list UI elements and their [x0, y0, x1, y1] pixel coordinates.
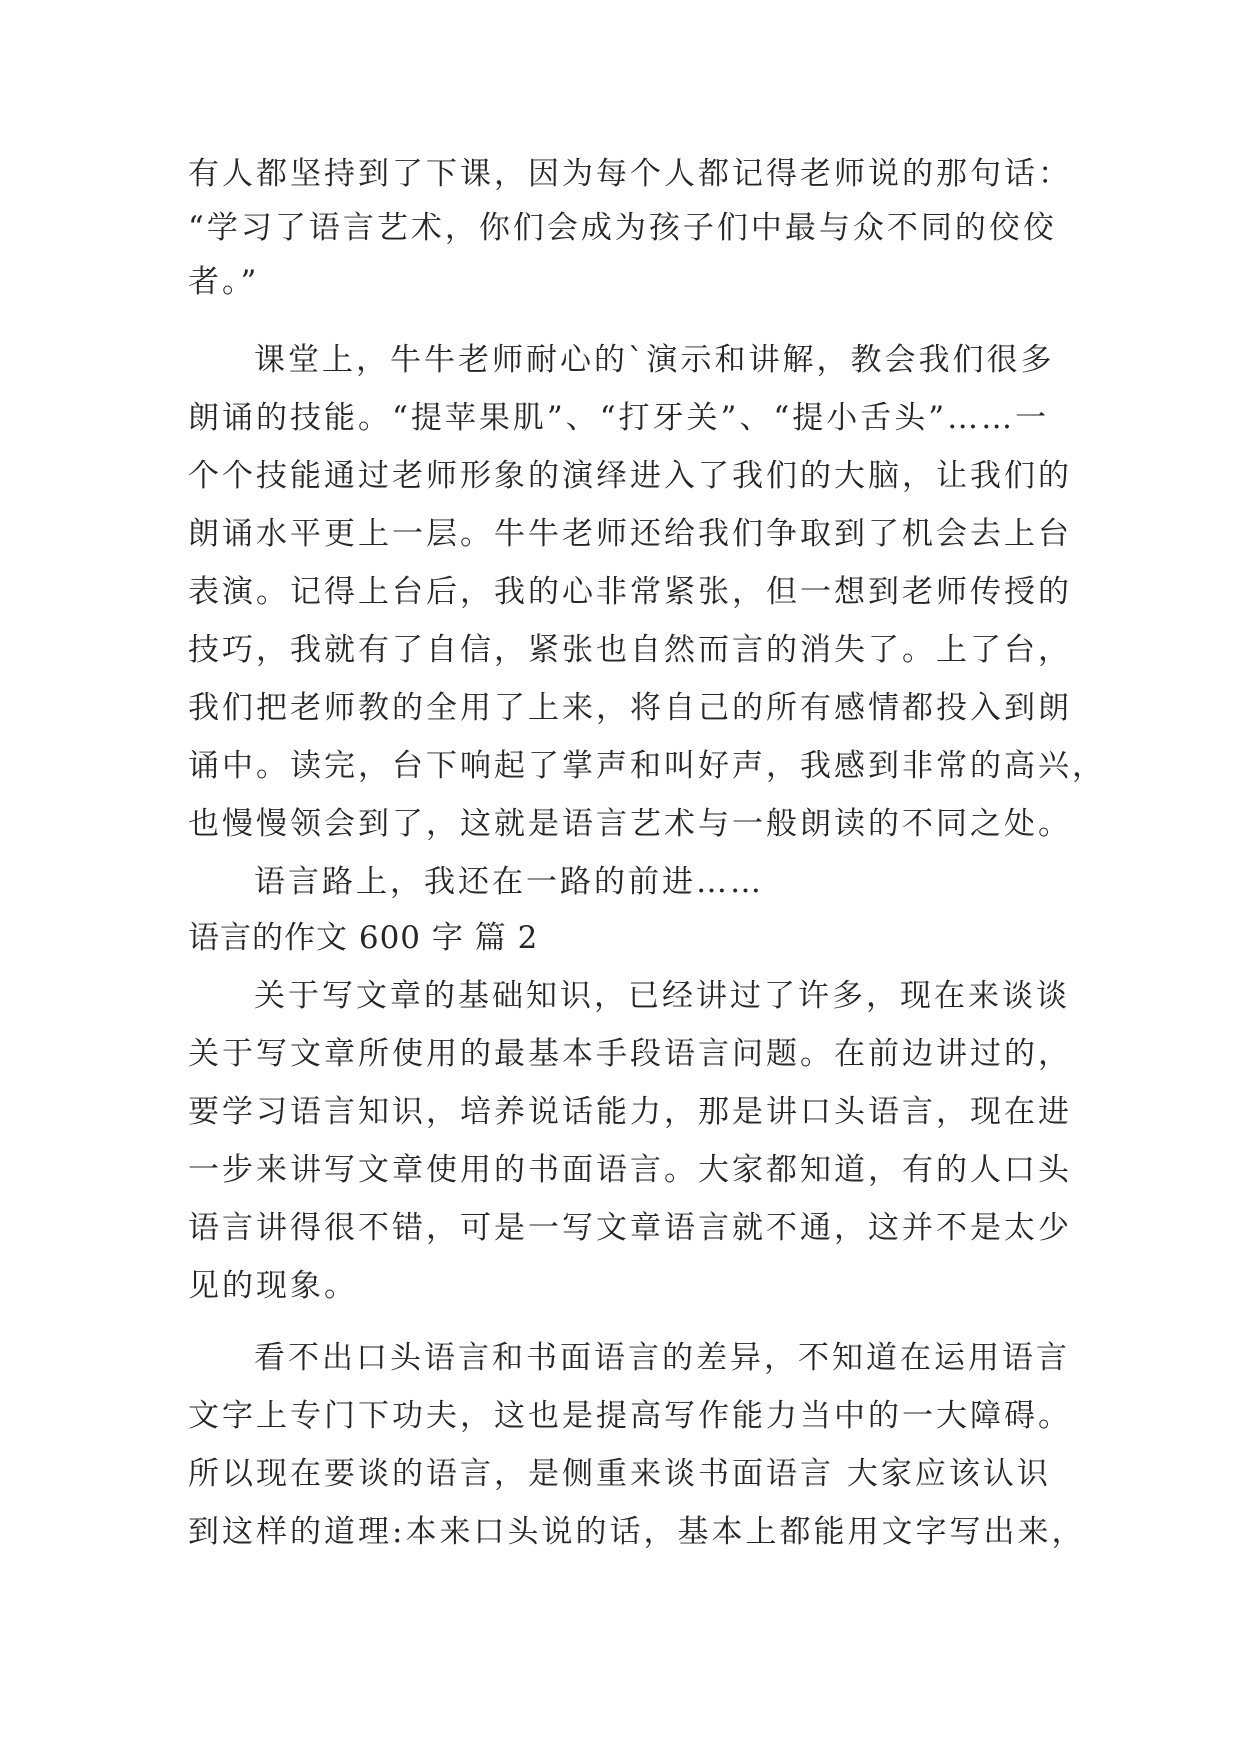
text-line: “学习了语言艺术，你们会成为孩子们中最与众不同的佼佼: [188, 210, 1057, 246]
paragraph-first-line: 看不出口头语言和书面语言的差异，不知道在运用语言: [254, 1340, 1070, 1376]
text-line: 要学习语言知识，培养说话能力，那是讲口头语言，现在进: [188, 1094, 1072, 1130]
text-line: 见的现象。: [188, 1268, 358, 1304]
text-line: 文字上专门下功夫，这也是提高写作能力当中的一大障碍。: [188, 1398, 1072, 1434]
section-heading: 语言的作文 600 字 篇 2: [188, 920, 539, 956]
paragraph-first-line: 关于写文章的基础知识，已经讲过了许多，现在来谈谈: [254, 978, 1070, 1014]
text-line: 到这样的道理:本来口头说的话，基本上都能用文字写出来，: [188, 1514, 1086, 1550]
text-line: 表演。记得上台后，我的心非常紧张，但一想到老师传授的: [188, 574, 1072, 610]
text-line: 关于写文章所使用的最基本手段语言问题。在前边讲过的，: [188, 1036, 1072, 1072]
paragraph-first-line: 课堂上，牛牛老师耐心的`演示和讲解，教会我们很多: [254, 342, 1055, 378]
text-line: 我们把老师教的全用了上来，将自己的所有感情都投入到朗: [188, 690, 1072, 726]
text-line: 技巧，我就有了自信，紧张也自然而言的消失了。上了台，: [188, 632, 1072, 668]
paragraph-first-line: 语言路上，我还在一路的前进……: [254, 864, 764, 900]
text-line: 诵中。读完，台下响起了掌声和叫好声，我感到非常的高兴，: [188, 748, 1106, 784]
text-line: 有人都坚持到了下课，因为每个人都记得老师说的那句话：: [188, 156, 1072, 192]
text-line: 语言讲得很不错，可是一写文章语言就不通，这并不是太少: [188, 1210, 1072, 1246]
text-line: 朗诵水平更上一层。牛牛老师还给我们争取到了机会去上台: [188, 516, 1072, 552]
text-line: 一步来讲写文章使用的书面语言。大家都知道，有的人口头: [188, 1152, 1072, 1188]
text-line: 所以现在要谈的语言，是侧重来谈书面语言 大家应该认识: [188, 1456, 1051, 1492]
text-line: 也慢慢领会到了，这就是语言艺术与一般朗读的不同之处。: [188, 806, 1072, 842]
text-line: 者。”: [188, 264, 260, 300]
text-line: 朗诵的技能。“提苹果肌”、“打牙关”、“提小舌头”……一: [188, 400, 1050, 436]
text-line: 个个技能通过老师形象的演绎进入了我们的大脑，让我们的: [188, 458, 1072, 494]
